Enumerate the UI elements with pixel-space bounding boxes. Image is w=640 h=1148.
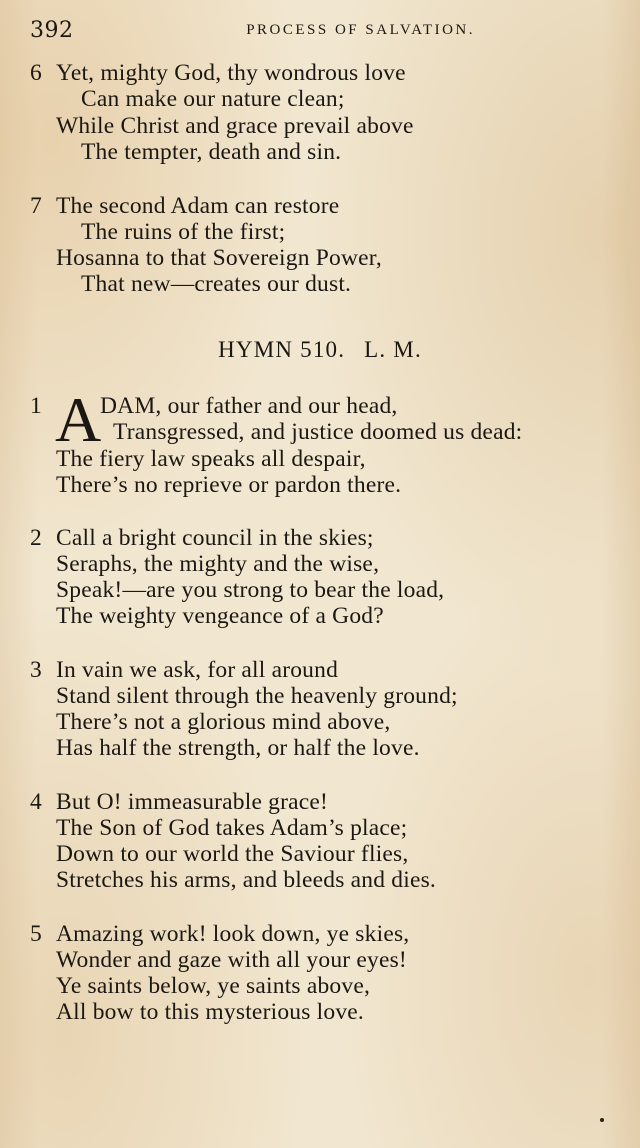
verse-line: The Son of God takes Adam’s place; bbox=[56, 815, 408, 841]
verse-line: The fiery law speaks all despair, bbox=[56, 446, 366, 472]
verse-line: The tempter, death and sin. bbox=[81, 139, 342, 165]
verse-line: Amazing work! look down, ye skies, bbox=[56, 921, 410, 947]
hymn-title bbox=[0, 337, 640, 363]
verse-number: 7 bbox=[30, 193, 42, 219]
verse-number: 1 bbox=[30, 393, 42, 419]
verse-line: Stand silent through the heavenly ground; bbox=[56, 683, 458, 709]
page-header bbox=[30, 18, 475, 48]
verse-line: Speak!—are you strong to bear the load, bbox=[56, 577, 445, 603]
verse-line: There’s no reprieve or pardon there. bbox=[56, 472, 402, 498]
verse-line: The second Adam can restore bbox=[56, 193, 340, 219]
verse-line: Transgressed, and justice doomed us dead: bbox=[113, 419, 523, 445]
verse-line: Has half the strength, or half the love. bbox=[56, 735, 420, 761]
verse-line: Hosanna to that Sovereign Power, bbox=[56, 245, 382, 271]
page-number: 392 bbox=[30, 18, 74, 43]
running-head: PROCESS OF SALVATION. bbox=[246, 22, 475, 38]
ink-speck bbox=[600, 1118, 604, 1122]
verse-line: All bow to this mysterious love. bbox=[56, 999, 364, 1025]
verse-line: That new—creates our dust. bbox=[81, 271, 352, 297]
verse-number: 4 bbox=[30, 789, 42, 815]
verse-line: Stretches his arms, and bleeds and dies. bbox=[56, 867, 436, 893]
verse-number: 6 bbox=[30, 60, 42, 86]
hymn-meter: L. M. bbox=[364, 337, 422, 362]
verse-line: The ruins of the first; bbox=[81, 219, 286, 245]
verse-line: The weighty vengeance of a God? bbox=[56, 603, 384, 629]
verse-number: 5 bbox=[30, 921, 42, 947]
verse-line: In vain we ask, for all around bbox=[56, 657, 339, 683]
verse-line: There’s not a glorious mind above, bbox=[56, 709, 391, 735]
verse-line: DAM, our father and our head, bbox=[100, 393, 398, 419]
hymn-number: HYMN 510. bbox=[218, 337, 346, 362]
verse-line: Can make our nature clean; bbox=[81, 86, 345, 112]
verse-line: Ye saints below, ye saints above, bbox=[56, 973, 371, 999]
verse-line: But O! immeasurable grace! bbox=[56, 789, 329, 815]
verse-number: 2 bbox=[30, 525, 42, 551]
verse-line: Seraphs, the mighty and the wise, bbox=[56, 551, 380, 577]
verse-line: Wonder and gaze with all your eyes! bbox=[56, 947, 407, 973]
verse-line: While Christ and grace prevail above bbox=[56, 113, 414, 139]
verse-line: Down to our world the Saviour flies, bbox=[56, 841, 409, 867]
verse-line: Call a bright council in the skies; bbox=[56, 525, 374, 551]
drop-cap: A bbox=[55, 384, 102, 455]
verse-line: Yet, mighty God, thy wondrous love bbox=[56, 60, 406, 86]
verse-number: 3 bbox=[30, 657, 42, 683]
